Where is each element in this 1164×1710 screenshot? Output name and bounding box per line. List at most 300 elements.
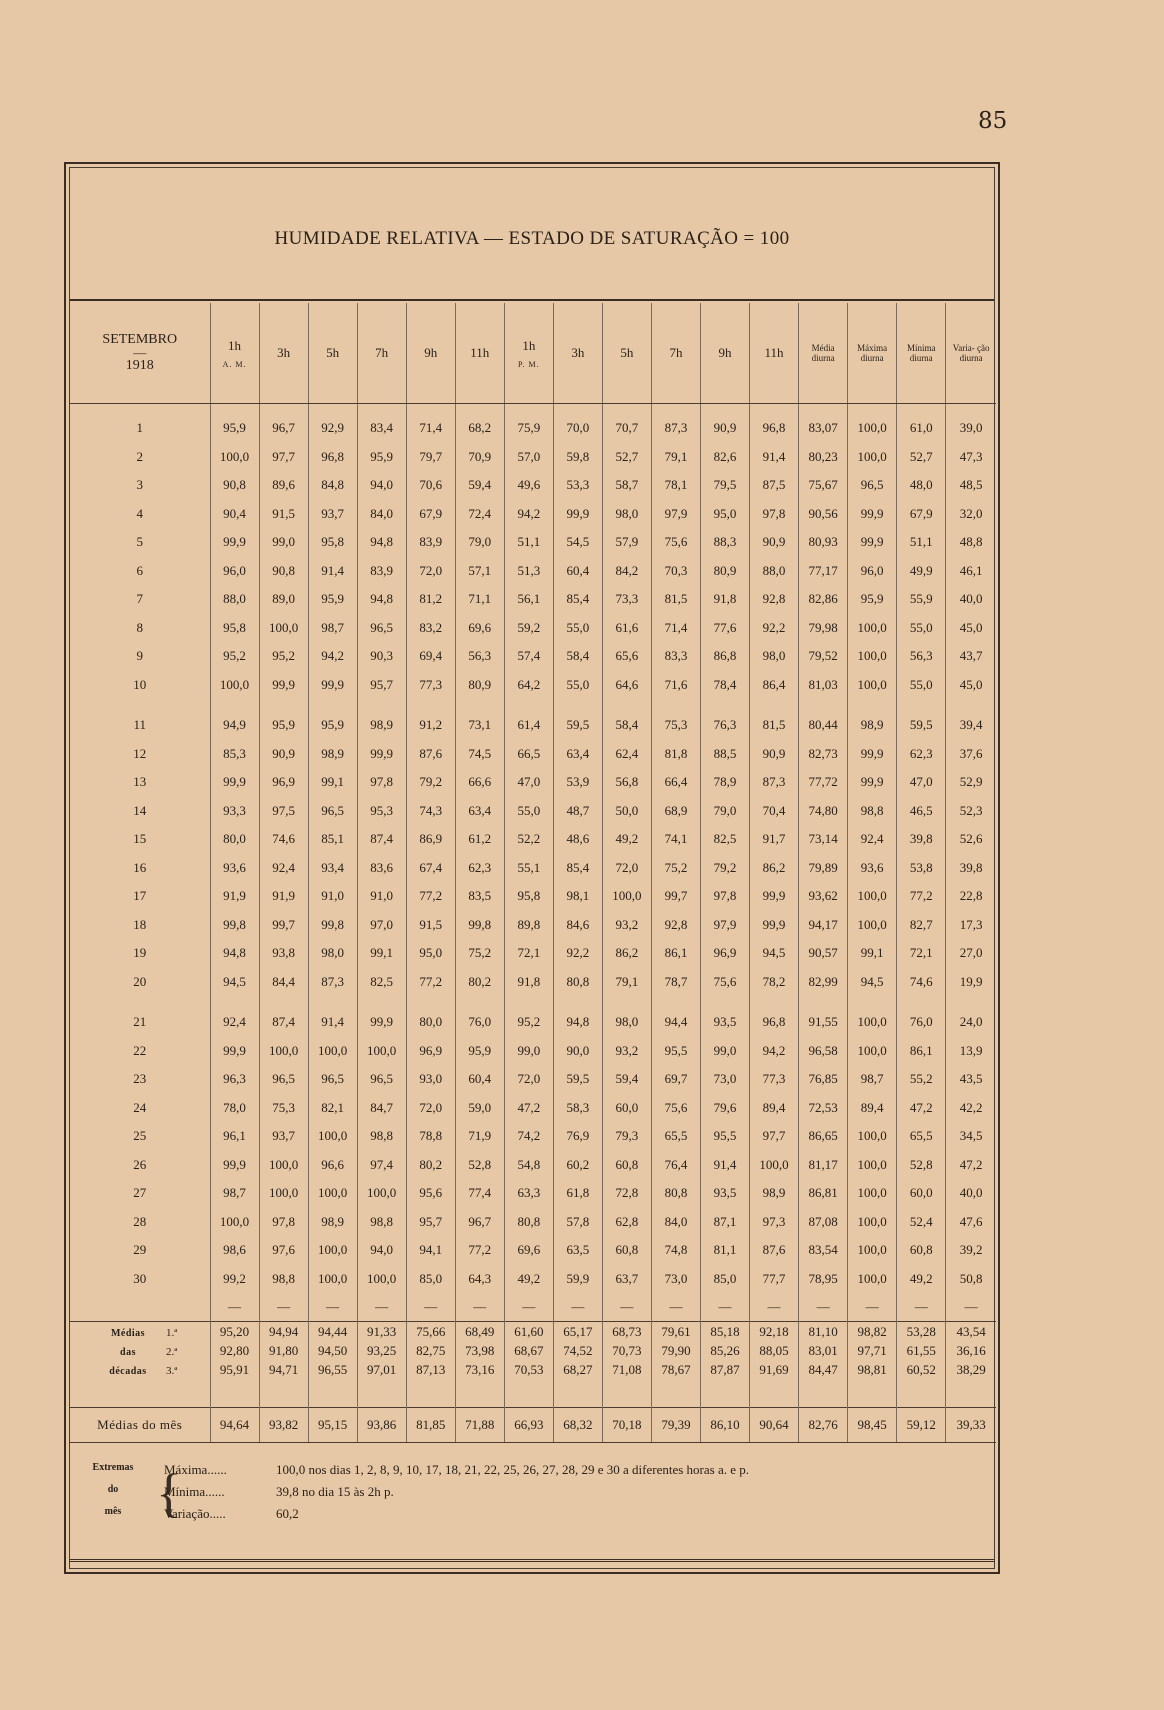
decade-row [70,1360,996,1379]
value-cell: 39,4 [946,711,996,740]
dash-cell: — [651,1293,700,1322]
value-cell: 84,7 [357,1094,406,1123]
table-row [70,968,996,997]
blank-cell [357,1379,406,1408]
value-cell: 86,9 [406,825,455,854]
value-cell: 57,0 [504,443,553,472]
media-header: Média diurna [799,303,848,404]
month-mean-value: 82,76 [799,1408,848,1443]
value-cell: 63,5 [553,1236,602,1265]
value-cell: 60,8 [602,1236,651,1265]
decade-value: 95,20 [210,1322,259,1342]
value-cell: 92,4 [210,1008,259,1037]
day-cell: 7 [136,591,143,607]
value-cell: 94,0 [357,471,406,500]
value-cell: 93,2 [602,911,651,940]
value-cell: 45,0 [946,614,996,643]
value-cell: 90,9 [750,528,799,557]
decade-value: 73,16 [455,1360,504,1379]
value-cell: 48,5 [946,471,996,500]
blank-cell [553,699,602,711]
value-cell: 97,9 [700,911,749,940]
value-cell: 82,73 [799,740,848,769]
day-cell: 19 [133,945,147,961]
value-cell: 93,6 [848,854,897,883]
value-cell: 65,6 [602,642,651,671]
value-cell: 73,0 [700,1065,749,1094]
value-cell: 71,6 [651,671,700,700]
table-row [70,557,996,586]
value-cell: 72,0 [406,557,455,586]
dash-cell: — [700,1293,749,1322]
value-cell: 97,6 [259,1236,308,1265]
table-row [70,1122,996,1151]
decade-value: 68,73 [602,1322,651,1342]
value-cell: 84,0 [651,1208,700,1237]
blank-cell [70,1293,210,1322]
value-cell: 60,8 [897,1236,946,1265]
decade-value: 91,80 [259,1341,308,1360]
value-cell: 87,6 [406,740,455,769]
value-cell: 96,9 [406,1037,455,1066]
value-cell: 85,3 [210,740,259,769]
value-cell: 100,0 [848,1179,897,1208]
extreme-value: 39,8 no dia 15 às 2h p. [276,1484,394,1499]
value-cell: 81,8 [651,740,700,769]
blank-cell [210,404,259,415]
value-cell: 42,2 [946,1094,996,1123]
value-cell: 39,0 [946,414,996,443]
value-cell: 96,5 [357,614,406,643]
value-cell: 60,0 [602,1094,651,1123]
value-cell: 49,9 [897,557,946,586]
minima-header: Mínima diurna [897,303,946,404]
value-cell: 69,7 [651,1065,700,1094]
value-cell: 100,0 [308,1122,357,1151]
value-cell: 99,8 [210,911,259,940]
value-cell: 49,2 [897,1265,946,1294]
decade-label-cell [70,1341,210,1360]
value-cell: 37,6 [946,740,996,769]
table-row [70,614,996,643]
extremes-row [78,1506,978,1528]
value-cell: 73,3 [602,585,651,614]
value-cell: 100,0 [848,642,897,671]
value-cell: 59,5 [553,1065,602,1094]
decade-value: 38,29 [946,1360,996,1379]
value-cell: 99,9 [848,768,897,797]
value-cell: 79,2 [700,854,749,883]
value-cell: 100,0 [308,1236,357,1265]
value-cell: 90,9 [750,740,799,769]
value-cell: 96,3 [210,1065,259,1094]
blank-cell [455,699,504,711]
value-cell: 97,9 [651,500,700,529]
value-cell: 99,7 [651,882,700,911]
value-cell: 52,6 [946,825,996,854]
blank-cell [848,699,897,711]
value-cell: 47,2 [504,1094,553,1123]
value-cell: 66,5 [504,740,553,769]
dash-cell: — [602,1293,651,1322]
blank-cell [406,404,455,415]
table-row [70,1151,996,1180]
value-cell: 47,0 [897,768,946,797]
value-cell: 95,9 [848,585,897,614]
table-row [70,911,996,940]
value-cell: 98,9 [750,1179,799,1208]
blank-cell [455,404,504,415]
value-cell: 71,9 [455,1122,504,1151]
value-cell: 82,1 [308,1094,357,1123]
blank-cell [553,1379,602,1408]
value-cell: 80,2 [455,968,504,997]
value-cell: 100,0 [602,882,651,911]
value-cell: 81,2 [406,585,455,614]
value-cell: 95,8 [308,528,357,557]
extremes-label: mês [104,1506,122,1517]
dash-cell: — [799,1293,848,1322]
value-cell: 47,6 [946,1208,996,1237]
day-cell: 1 [136,420,143,436]
value-cell: 80,93 [799,528,848,557]
value-cell: 92,4 [848,825,897,854]
value-cell: 91,0 [308,882,357,911]
value-cell: 85,1 [308,825,357,854]
blank-cell [651,699,700,711]
value-cell: 84,4 [259,968,308,997]
value-cell: 22,8 [946,882,996,911]
value-cell: 99,9 [210,1037,259,1066]
value-cell: 72,1 [504,939,553,968]
month-mean-label: Médias do mês [70,1408,210,1443]
blank-cell [799,996,848,1008]
value-cell: 93,8 [259,939,308,968]
value-cell: 94,5 [848,968,897,997]
year-label: 1918 [125,358,154,373]
value-cell: 91,9 [210,882,259,911]
value-cell: 99,9 [308,671,357,700]
value-cell: 72,1 [897,939,946,968]
blank-cell [897,699,946,711]
table-row [70,1265,996,1294]
value-cell: 77,4 [455,1179,504,1208]
value-cell: 73,0 [651,1265,700,1294]
month-mean-value: 86,10 [700,1408,749,1443]
value-cell: 99,0 [700,1037,749,1066]
blank-cell [897,404,946,415]
table-row [70,642,996,671]
table-row [70,740,996,769]
value-cell: 67,4 [406,854,455,883]
blank-cell [602,404,651,415]
value-cell: 77,2 [455,1236,504,1265]
month-dash: — [133,345,147,360]
blank-cell [406,699,455,711]
value-cell: 98,8 [357,1122,406,1151]
decade-value: 36,16 [946,1341,996,1360]
decade-value: 91,69 [750,1360,799,1379]
value-cell: 77,72 [799,768,848,797]
table-frame [64,162,1000,1574]
value-cell: 77,3 [750,1065,799,1094]
value-cell: 87,1 [700,1208,749,1237]
value-cell: 60,0 [897,1179,946,1208]
dash-cell: — [504,1293,553,1322]
value-cell: 94,9 [210,711,259,740]
value-cell: 49,6 [504,471,553,500]
value-cell: 80,9 [455,671,504,700]
value-cell: 100,0 [357,1265,406,1294]
value-cell: 79,1 [602,968,651,997]
blank-cell [308,404,357,415]
dash-cell: — [259,1293,308,1322]
blank-cell [946,404,996,415]
blank-cell [259,1379,308,1408]
month-mean-value: 90,64 [750,1408,799,1443]
blank-cell [259,404,308,415]
value-cell: 60,4 [553,557,602,586]
blank-cell [897,996,946,1008]
hour-header: 9h [700,303,749,404]
decade-value: 83,01 [799,1341,848,1360]
value-cell: 52,7 [602,443,651,472]
value-cell: 96,9 [259,768,308,797]
decade-value: 68,67 [504,1341,553,1360]
variacao-header: Varia- ção diurna [946,303,996,404]
value-cell: 85,4 [553,854,602,883]
value-cell: 79,98 [799,614,848,643]
value-cell: 99,1 [848,939,897,968]
value-cell: 87,6 [750,1236,799,1265]
blank-cell [700,1379,749,1408]
value-cell: 86,2 [750,854,799,883]
value-cell: 75,6 [651,1094,700,1123]
value-cell: 79,1 [651,443,700,472]
decade-value: 97,01 [357,1360,406,1379]
value-cell: 94,2 [504,500,553,529]
value-cell: 64,6 [602,671,651,700]
value-cell: 81,17 [799,1151,848,1180]
value-cell: 57,9 [602,528,651,557]
extreme-name: Máxima...... [164,1462,227,1477]
value-cell: 73,1 [455,711,504,740]
value-cell: 50,8 [946,1265,996,1294]
value-cell: 61,2 [455,825,504,854]
value-cell: 72,0 [504,1065,553,1094]
blank-cell [259,996,308,1008]
hour-header: 5h [602,303,651,404]
decade-value: 85,26 [700,1341,749,1360]
decade-label: décadas [109,1365,147,1377]
value-cell: 100,0 [750,1151,799,1180]
decade-value: 81,10 [799,1322,848,1342]
value-cell: 92,8 [750,585,799,614]
month-mean-value: 39,33 [946,1408,996,1443]
day-cell: 20 [133,973,147,989]
value-cell: 87,3 [750,768,799,797]
value-cell: 52,8 [455,1151,504,1180]
value-cell: 39,8 [897,825,946,854]
hour-header: 7h [357,303,406,404]
value-cell: 74,8 [651,1236,700,1265]
month-extremes [78,1462,978,1528]
value-cell: 91,4 [750,443,799,472]
blank-cell [504,699,553,711]
table-title: HUMIDADE RELATIVA — ESTADO DE SATURAÇÃO = 100 [274,228,790,249]
dash-cell: — [455,1293,504,1322]
value-cell: 70,9 [455,443,504,472]
value-cell: 84,0 [357,500,406,529]
value-cell: 78,9 [700,768,749,797]
value-cell: 100,0 [848,414,897,443]
value-cell: 98,0 [602,1008,651,1037]
blank-cell [799,699,848,711]
value-cell: 93,6 [210,854,259,883]
value-cell: 96,5 [259,1065,308,1094]
value-cell: 79,0 [455,528,504,557]
value-cell: 87,4 [259,1008,308,1037]
value-cell: 75,6 [700,968,749,997]
header-row [70,303,996,404]
value-cell: 70,6 [406,471,455,500]
blank-cell [357,699,406,711]
value-cell: 91,4 [308,557,357,586]
value-cell: 63,4 [455,797,504,826]
value-cell: 100,0 [848,1265,897,1294]
value-cell: 77,2 [406,882,455,911]
value-cell: 90,8 [210,471,259,500]
value-cell: 59,5 [897,711,946,740]
value-cell: 87,3 [308,968,357,997]
value-cell: 99,9 [750,911,799,940]
blank-cell [357,404,406,415]
decade-value: 97,71 [848,1341,897,1360]
value-cell: 90,4 [210,500,259,529]
decade-value: 68,27 [553,1360,602,1379]
day-cell: 11 [133,717,147,733]
blank-cell [848,1379,897,1408]
decade-row [70,1322,996,1342]
value-cell: 100,0 [848,671,897,700]
value-cell: 74,80 [799,797,848,826]
value-cell: 68,2 [455,414,504,443]
value-cell: 80,0 [406,1008,455,1037]
value-cell: 74,1 [651,825,700,854]
value-cell: 80,23 [799,443,848,472]
value-cell: 71,1 [455,585,504,614]
extremes-label: Extremas [92,1462,134,1473]
value-cell: 90,56 [799,500,848,529]
value-cell: 88,5 [700,740,749,769]
day-cell: 29 [133,1242,147,1258]
value-cell: 55,9 [897,585,946,614]
decade-value: 70,53 [504,1360,553,1379]
value-cell: 82,5 [357,968,406,997]
value-cell: 97,7 [750,1122,799,1151]
value-cell: 94,5 [750,939,799,968]
value-cell: 76,85 [799,1065,848,1094]
decade-value: 96,55 [308,1360,357,1379]
value-cell: 99,9 [750,882,799,911]
value-cell: 100,0 [848,882,897,911]
value-cell: 99,9 [848,500,897,529]
value-cell: 93,0 [406,1065,455,1094]
decade-value: 94,44 [308,1322,357,1342]
value-cell: 34,5 [946,1122,996,1151]
value-cell: 40,0 [946,585,996,614]
value-cell: 64,3 [455,1265,504,1294]
decade-value: 70,73 [602,1341,651,1360]
value-cell: 63,3 [504,1179,553,1208]
blank-cell [848,996,897,1008]
blank-cell [946,699,996,711]
table-row [70,1065,996,1094]
value-cell: 95,0 [700,500,749,529]
value-cell: 56,1 [504,585,553,614]
blank-cell [406,996,455,1008]
hour-header: 7h [651,303,700,404]
value-cell: 80,8 [504,1208,553,1237]
value-cell: 99,0 [259,528,308,557]
blank-cell [308,1379,357,1408]
day-cell: 26 [133,1156,147,1172]
value-cell: 79,52 [799,642,848,671]
value-cell: 62,4 [602,740,651,769]
value-cell: 83,54 [799,1236,848,1265]
value-cell: 91,8 [700,585,749,614]
month-label: SETEMBRO [102,332,178,347]
value-cell: 80,0 [210,825,259,854]
decade-value: 94,71 [259,1360,308,1379]
value-cell: 55,0 [504,797,553,826]
day-cell: 4 [136,505,143,521]
month-mean-value: 59,12 [897,1408,946,1443]
title-divider [70,299,994,301]
value-cell: 100,0 [848,1151,897,1180]
value-cell: 96,7 [259,414,308,443]
value-cell: 96,5 [308,1065,357,1094]
decade-value: 43,54 [946,1322,996,1342]
value-cell: 27,0 [946,939,996,968]
day-cell: 3 [136,477,143,493]
value-cell: 59,0 [455,1094,504,1123]
table-row [70,882,996,911]
month-mean-row [70,1408,996,1443]
value-cell: 87,4 [357,825,406,854]
value-cell: 91,5 [259,500,308,529]
blank-cell [651,996,700,1008]
decade-value: 78,67 [651,1360,700,1379]
hour-header: 1h A. M. [210,303,259,404]
value-cell: 46,5 [897,797,946,826]
value-cell: 93,4 [308,854,357,883]
value-cell: 91,4 [308,1008,357,1037]
value-cell: 47,2 [897,1094,946,1123]
value-cell: 99,9 [848,528,897,557]
value-cell: 58,7 [602,471,651,500]
value-cell: 95,3 [357,797,406,826]
value-cell: 56,8 [602,768,651,797]
value-cell: 80,8 [553,968,602,997]
value-cell: 52,4 [897,1208,946,1237]
value-cell: 70,0 [553,414,602,443]
blank-cell [750,996,799,1008]
value-cell: 75,3 [259,1094,308,1123]
value-cell: 98,0 [602,500,651,529]
decade-number: 2.ª [166,1345,178,1358]
value-cell: 60,8 [602,1151,651,1180]
